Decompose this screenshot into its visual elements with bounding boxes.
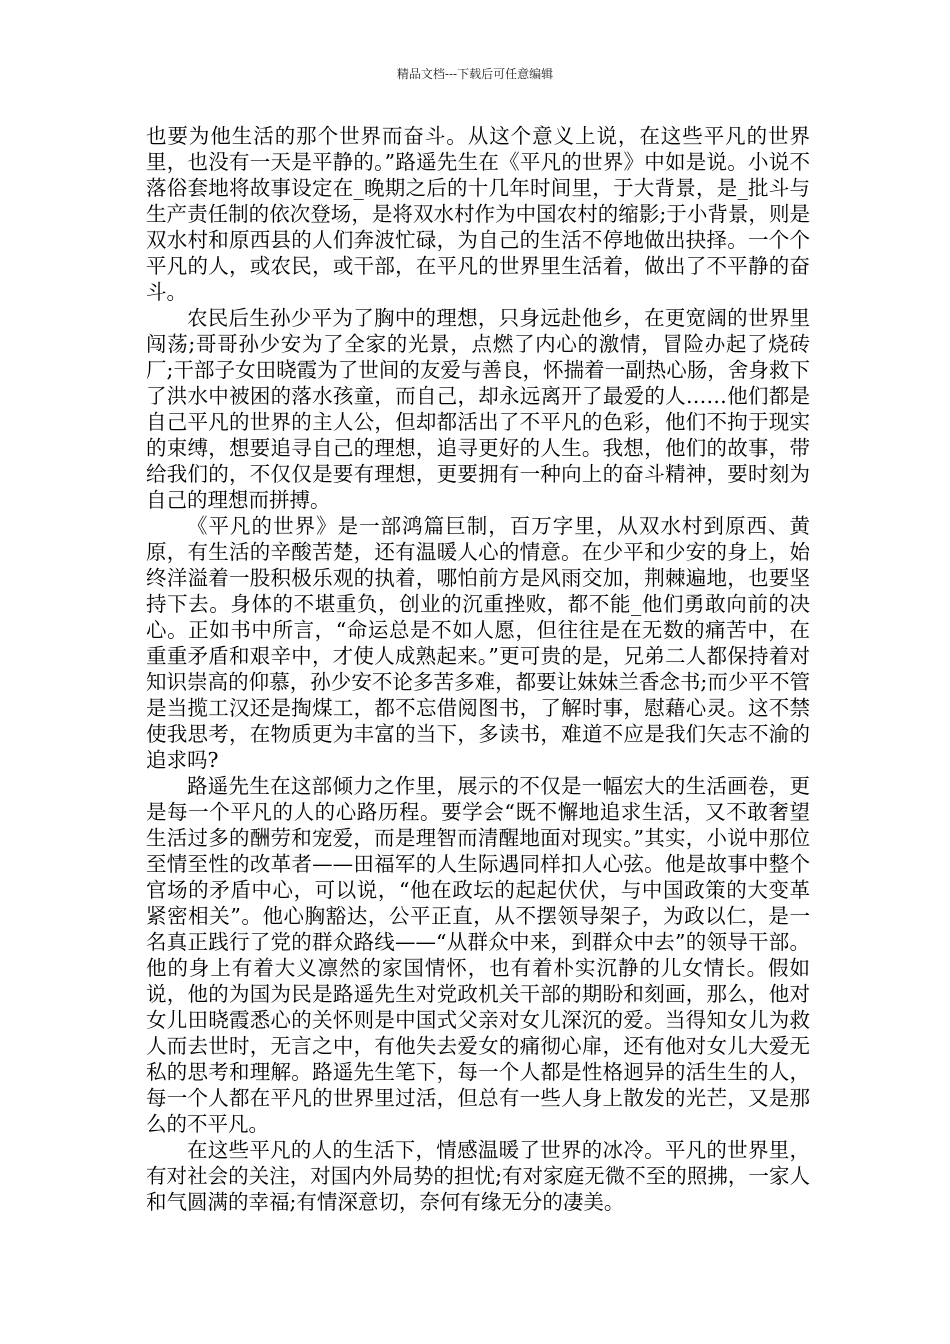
article-body: [146, 123, 810, 1215]
paragraph-4: 路遥先生在这部倾力之作里，展示的不仅是一幅宏大的生活画卷，更是每一个平凡的人的心路历程。要学会“既不懈地追求生活，又不敢奢望生活过多的酬劳和宠爱，而是理智而清醒地面对现实。”其实，小说中那位至情至性的改革者——田福军的人生际遇同样扣人心弦。他是故事中整个官场的矛盾中心，可以说，“他在政坛的起起伏伏，与中国政策的大变革紧密相关”。他心胸豁达，公平正直，从不摆领导架子，为政以仁，是一名真正践行了党的群众路线——“从群众中来，到群众中去”的领导干部。他的身上有着大义凛然的家国情怀，也有着朴实沉静的儿女情长。假如说，他的为国为民是路遥先生对党政机关干部的期盼和刻画，那么，他对女儿田晓霞悉心的关怀则是中国式父亲对女儿深沉的爱。当得知女儿为救人而去世时，无言之中，有他失去爱女的痛彻心扉，还有他对女儿大爱无私的思考和理解。路遥先生笔下，每一个人都是性格迥异的活生生的人，每一个人都在平凡的世界里过活，但总有一些人身上散发的光芒，又是那么的不平凡。: [146, 774, 810, 1136]
paragraph-1: 也要为他生活的那个世界而奋斗。从这个意义上说，在这些平凡的世界里，也没有一天是平静的。”路遥先生在《平凡的世界》中如是说。小说不落俗套地将故事设定在_晚期之后的十几年时间里，于大背景，是_批斗与生产责任制的依次登场，是将双水村作为中国农村的缩影;于小背景，则是双水村和原西县的人们奔波忙碌，为自己的生活不停地做出抉择。一个个平凡的人，或农民，或干部，在平凡的世界里生活着，做出了不平静的奋斗。: [146, 124, 810, 304]
paragraph-3: 《平凡的世界》是一部鸿篇巨制，百万字里，从双水村到原西、黄原，有生活的辛酸苦楚，还有温暖人心的情意。在少平和少安的身上，始终洋溢着一股积极乐观的执着，哪怕前方是风雨交加，荆棘遍地，也要坚持下去。身体的不堪重负，创业的沉重挫败，都不能_他们勇敢向前的决心。正如书中所言，“命运总是不如人愿，但往往是在无数的痛苦中，在重重矛盾和艰辛中，才使人成熟起来。”更可贵的是，兄弟二人都保持着对知识崇高的仰慕，孙少安不论多苦多难，都要让妹妹兰香念书;而少平不管是当揽工汉还是掏煤工，都不忘借阅图书，了解时事，慰藉心灵。这不禁使我思考，在物质更为丰富的当下，多读书，难道不应是我们矢志不渝的追求吗?: [146, 514, 810, 772]
paragraph-2: 农民后生孙少平为了胸中的理想，只身远赴他乡，在更宽阔的世界里闯荡;哥哥孙少安为了全家的光景，点燃了内心的激情，冒险办起了烧砖厂;干部子女田晓霞为了世间的友爱与善良，怀揣着一副热心肠，舍身救下了洪水中被困的落水孩童，而自己，却永远离开了最爱的人……他们都是自己平凡的世界的主人公，但却都活出了不平凡的色彩，他们不拘于现实的束缚，想要追寻自己的理想，追寻更好的人生。我想，他们的故事，带给我们的，不仅仅是要有理想，更要拥有一种向上的奋斗精神，要时刻为自己的理想而拼搏。: [146, 306, 810, 512]
paragraph-5: 在这些平凡的人的生活下，情感温暖了世界的冰冷。平凡的世界里，有对社会的关注，对国内外局势的担忧;有对家庭无微不至的照拂，一家人和气圆满的幸福;有情深意切，奈何有缘无分的凄美。: [146, 1138, 810, 1214]
page-header: 精品文档---下载后可任意编辑: [396, 67, 554, 81]
